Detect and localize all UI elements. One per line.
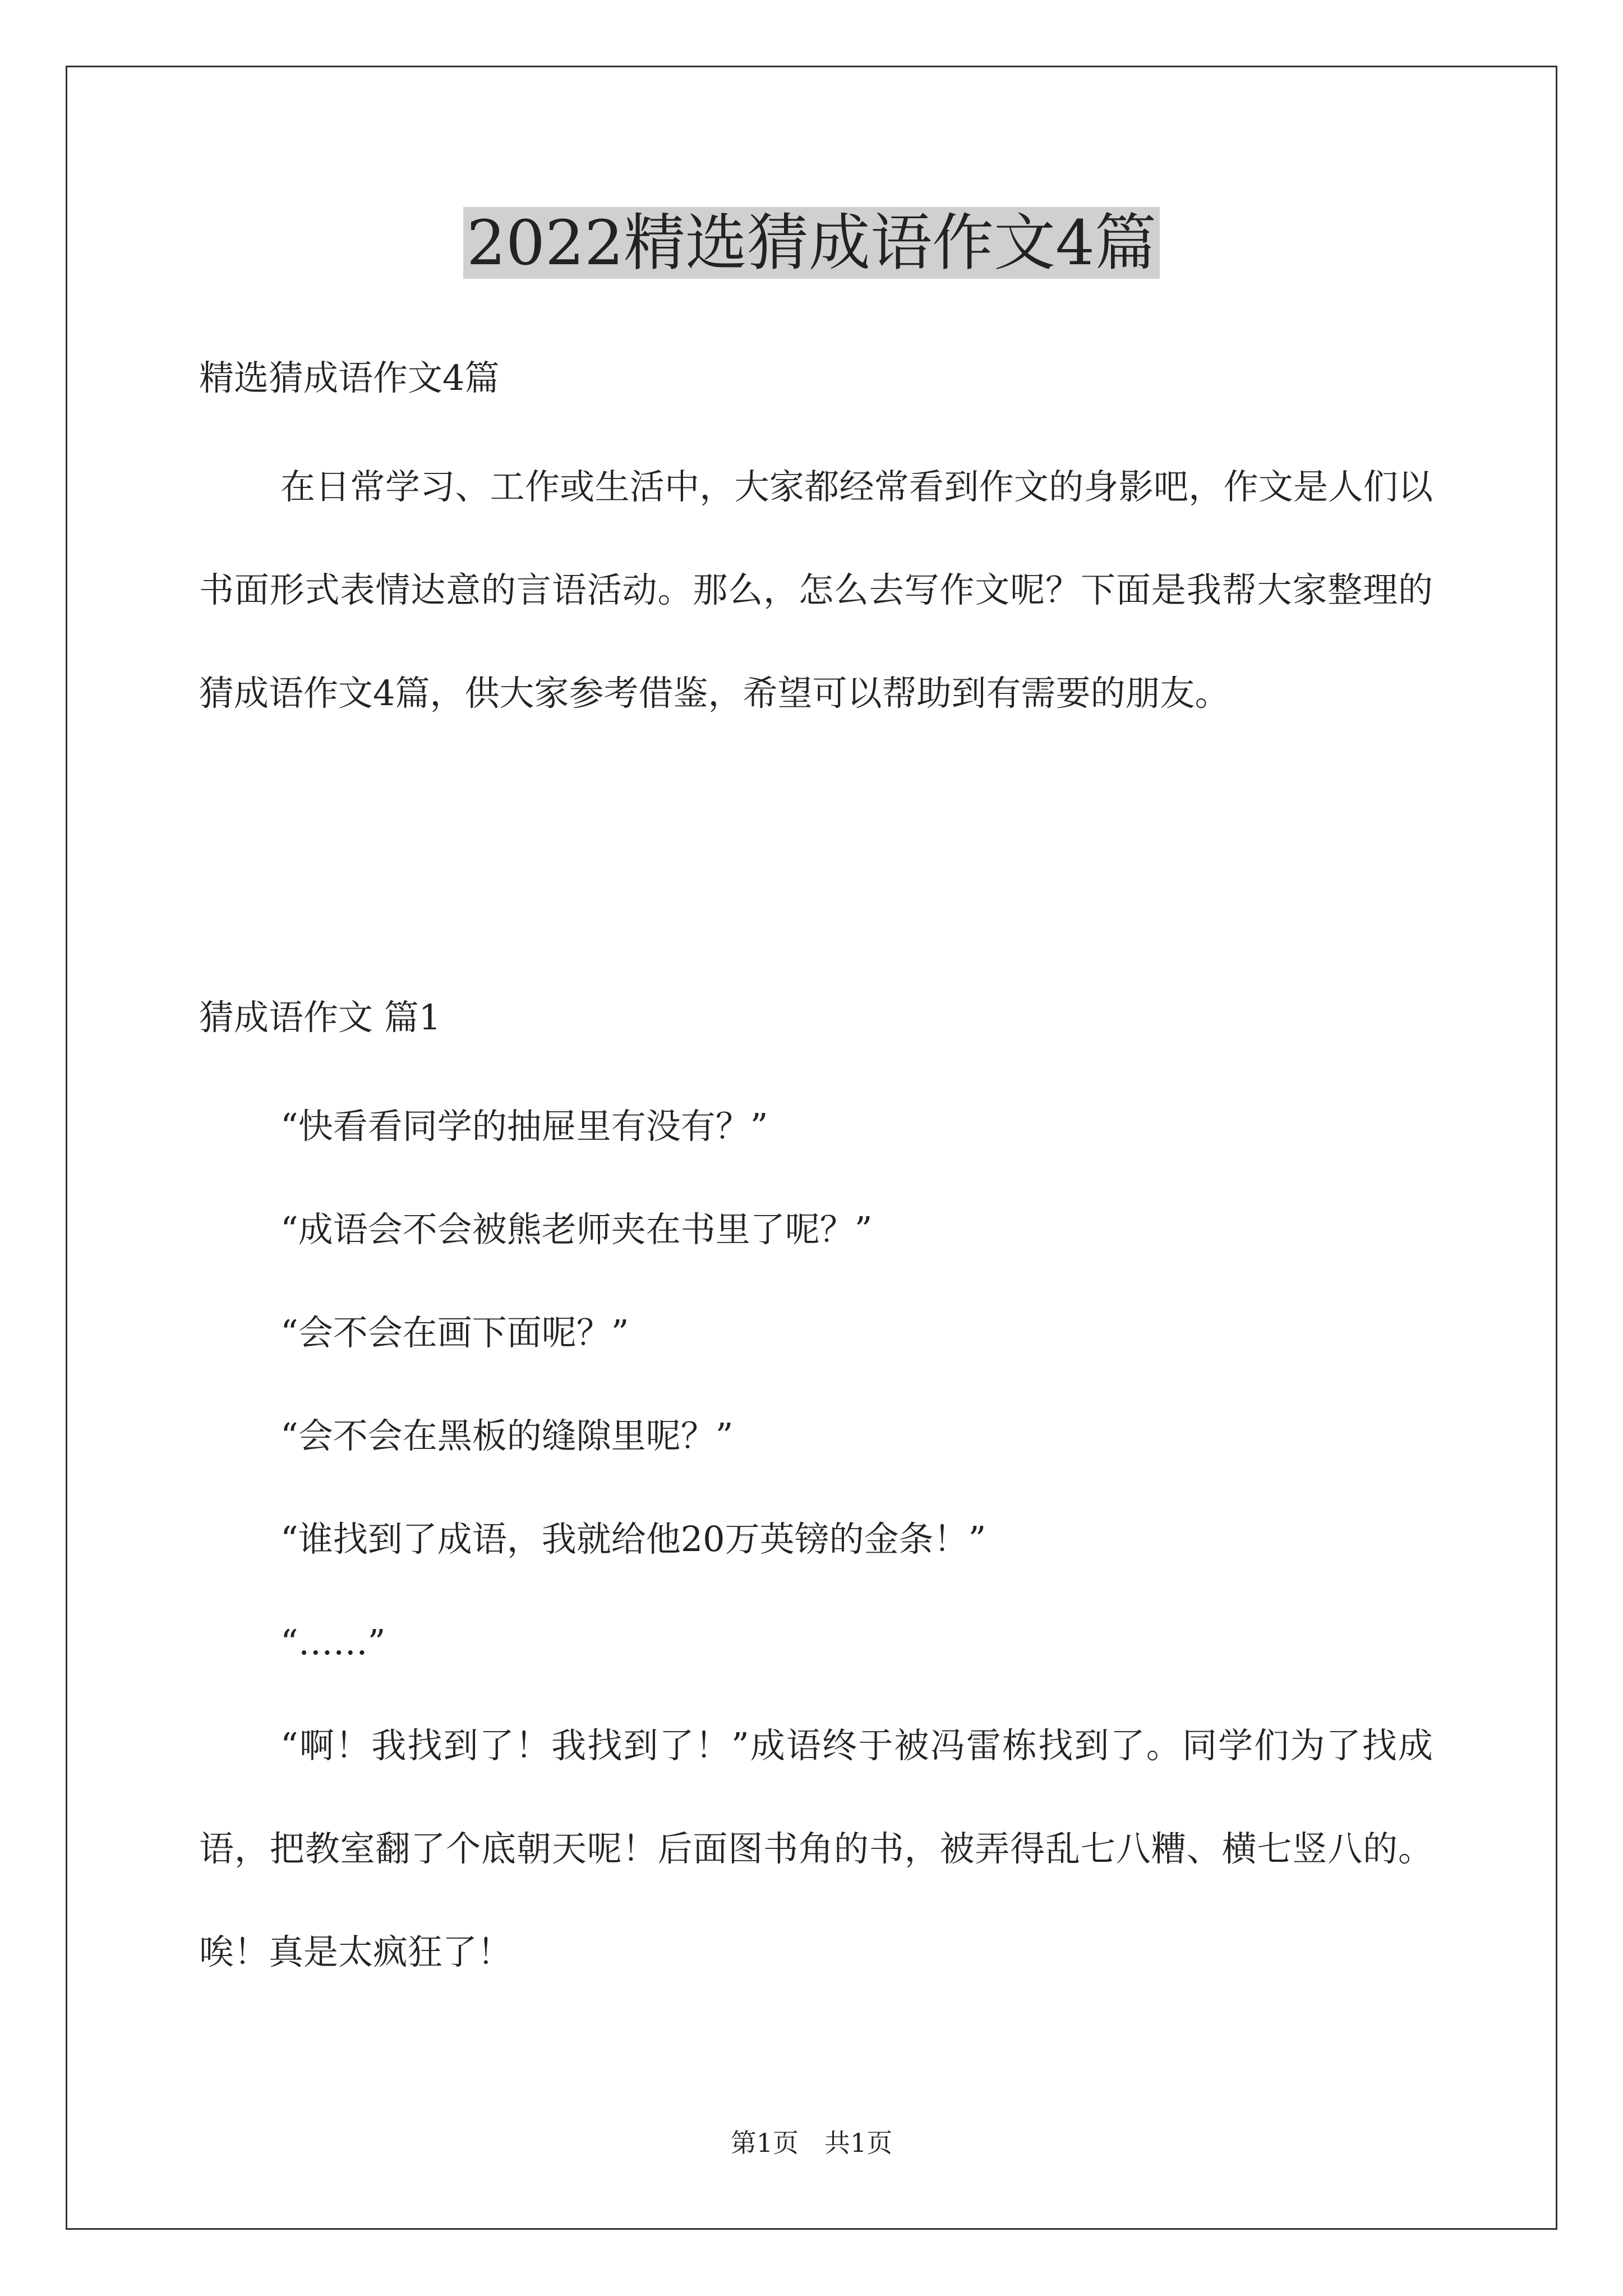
closing-paragraph: “啊！我找到了！我找到了！”成语终于被冯雷栋找到了。同学们为了找成语，把教室翻了个底朝天呢！后面图书角的书，被弄得乱七八糟、横七竖八的。唉！真是太疯狂了！ [199, 1725, 1433, 1972]
title-highlight: 2022精选猜成语作文4篇 [463, 207, 1160, 279]
dialogue-line: “会不会在黑板的缝隙里呢？” [280, 1415, 734, 1456]
intro-paragraph: 在日常学习、工作或生活中，大家都经常看到作文的身影吧，作文是人们以书面形式表情达意的言语活动。那么，怎么去写作文呢？下面是我帮大家整理的猜成语作文4篇，供大家参考借鉴，希望可以帮助到有需要的朋友。 [199, 466, 1433, 714]
document-subtitle: 精选猜成语作文4篇 [199, 357, 500, 398]
dialogue-line: “快看看同学的抽屉里有没有？” [280, 1106, 768, 1147]
dialogue-line: “成语会不会被熊老师夹在书里了呢？” [280, 1209, 873, 1250]
dialogue-line: “会不会在画下面呢？” [280, 1312, 629, 1353]
dialogue-line: “……” [280, 1622, 386, 1663]
document-title [0, 206, 1623, 279]
section-heading: 猜成语作文 篇1 [199, 997, 441, 1038]
dialogue-line: “谁找到了成语，我就给他20万英镑的金条！” [280, 1519, 986, 1559]
page-footer: 第1页 共1页 [730, 2128, 893, 2158]
